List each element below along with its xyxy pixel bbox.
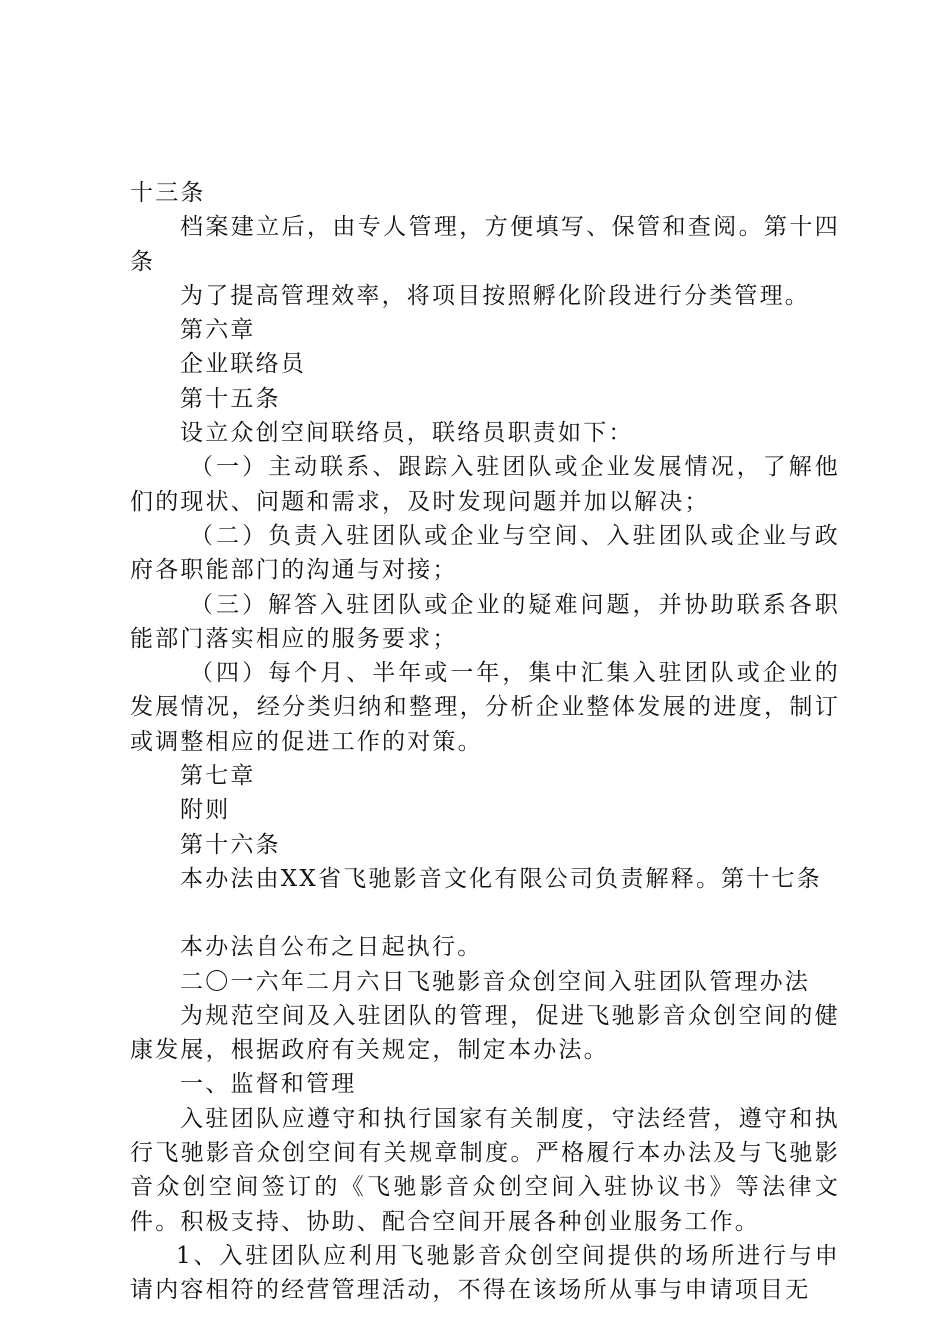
paragraph-classification: 为了提高管理效率，将项目按照孵化阶段进行分类管理。 [180,282,810,309]
chapter-6-title: 企业联络员 [180,351,306,378]
document-body [130,176,840,1308]
section-1-heading: 一、监督和管理 [180,1071,357,1098]
paragraph-interpretation: 本办法由XX省飞驰影音文化有限公司负责解释。第十七条 [180,865,822,892]
chapter-7-heading: 第七章 [180,763,256,790]
paragraph-duty-3: （三）解答入驻团队或企业的疑难问题，并协助联系各职能部门落实相应的服务要求； [130,591,840,652]
blank-line [130,896,840,930]
paragraph-duty-4: （四）每个月、半年或一年，集中汇集入驻团队或企业的发展情况，经分类归纳和整理，分析企业整体发展的进度，制订或调整相应的促进工作的对策。 [130,660,840,755]
article-15-heading: 第十五条 [180,385,281,412]
paragraph-continued-article-13: 十三条 [130,180,206,206]
paragraph-date-title: 二〇一六年二月六日飞驰影音众创空间入驻团队管理办法 [180,968,810,995]
paragraph-purpose: 为规范空间及入驻团队的管理，促进飞驰影音众创空间的健康发展，根据政府有关规定，制定本办法。 [130,1002,840,1064]
paragraph-liaison-setup: 设立众创空间联络员，联络员职责如下： [180,420,634,447]
paragraph-effective: 本办法自公布之日起执行。 [180,934,483,961]
paragraph-compliance: 入驻团队应遵守和执行国家有关制度，守法经营，遵守和执行飞驰影音众创空间有关规章制度。严格履行本办法及与飞驰影音众创空间签订的《飞驰影音众创空间入驻协议书》等法律文件。积极支持、协助、配合空间开展各种创业服务工作。 [130,1105,840,1235]
paragraph-duty-1: （一）主动联系、跟踪入驻团队或企业发展情况，了解他们的现状、问题和需求，及时发现问题并加以解决； [130,454,840,515]
paragraph-archive-management: 档案建立后，由专人管理，方便填写、保管和查阅。第十四条 [130,214,840,275]
paragraph-duty-2: （二）负责入驻团队或企业与空间、入驻团队或企业与政府各职能部门的沟通与对接； [130,522,840,584]
article-16-heading: 第十六条 [180,831,281,858]
chapter-6-heading: 第六章 [180,317,256,344]
chapter-7-title: 附则 [180,797,231,824]
paragraph-rule-1: 1、入驻团队应利用飞驰影音众创空间提供的场所进行与申请内容相符的经营管理活动，不得在该场所从事与申请项目无 [130,1242,840,1304]
